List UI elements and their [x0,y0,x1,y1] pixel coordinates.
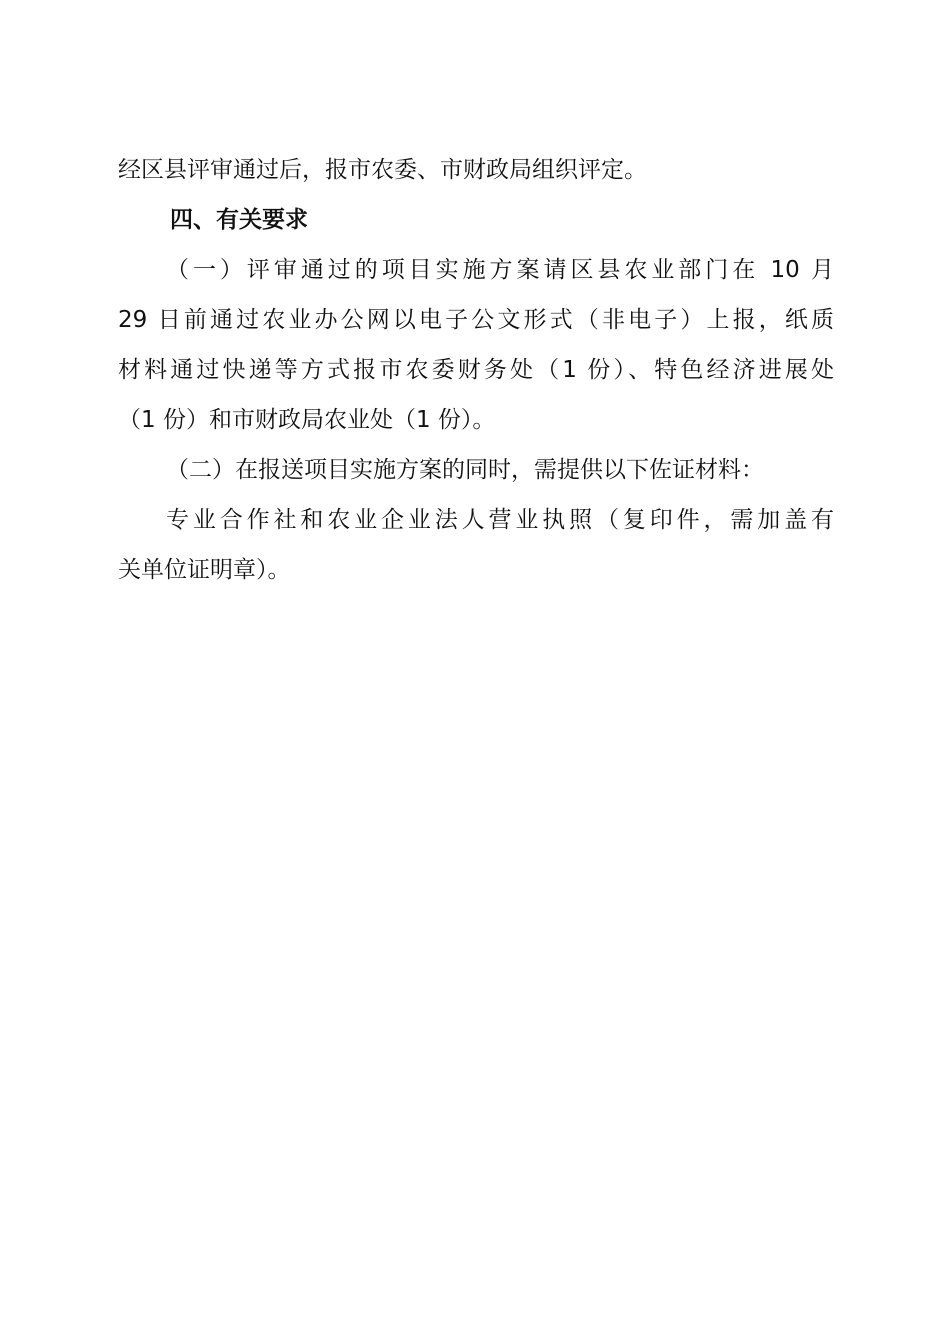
body-text-line: 经区县评审通过后，报市农委、市财政局组织评定。 [118,157,647,183]
paragraph-submission [118,245,834,445]
paragraph-supporting-materials: （二）在报送项目实施方案的同时，需提供以下佐证材料： [166,457,764,483]
paragraph-line: （一）评审通过的项目实施方案请区县农业部门在 10 月 [166,257,834,283]
paragraph-line: （1 份）和市财政局农业处（1 份）。 [118,407,496,433]
document-body [118,145,834,595]
paragraph-license [118,495,834,595]
paragraph-line: 29 日前通过农业办公网以电子公文形式（非电子）上报，纸质 [118,307,834,333]
paragraph-line: 专业合作社和农业企业法人营业执照（复印件，需加盖有 [166,507,834,533]
paragraph-line: 关单位证明章）。 [118,557,291,583]
section-heading: 四、有关要求 [170,207,308,233]
paragraph-line: 材料通过快递等方式报市农委财务处（1 份）、特色经济进展处 [118,357,834,383]
